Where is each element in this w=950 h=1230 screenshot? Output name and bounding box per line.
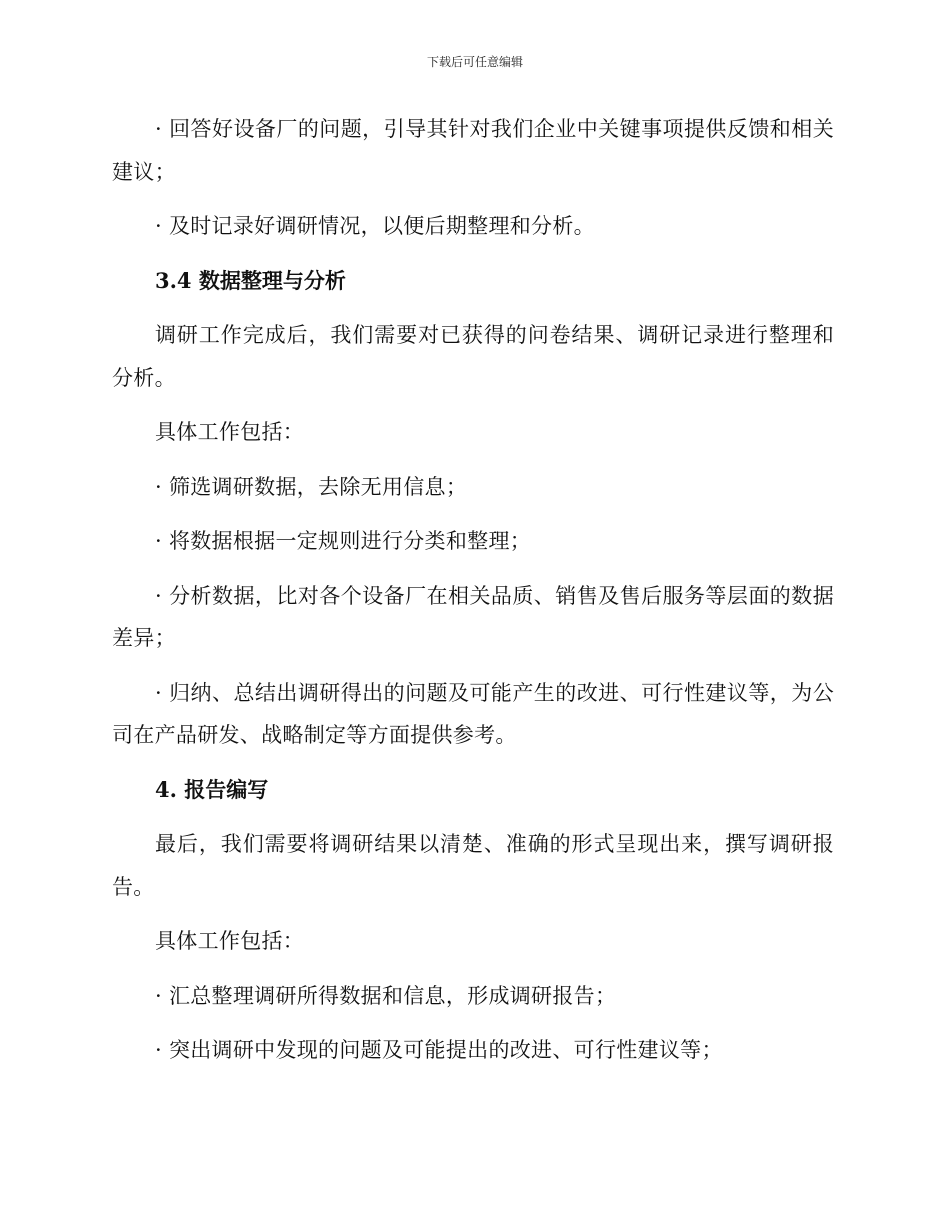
bullet-highlight-issues: · 突出调研中发现的问题及可能提出的改进、可行性建议等；: [155, 1038, 723, 1062]
bullet-compare-data: · 分析数据，比对各个设备厂在相关品质、销售及售后服务等层面的数据差异；: [112, 583, 834, 650]
document-body: [112, 108, 834, 1072]
paragraph-analysis-intro: 调研工作完成后，我们需要对已获得的问卷结果、调研记录进行整理和分析。: [112, 323, 834, 390]
bullet-answer-questions: · 回答好设备厂的问题，引导其针对我们企业中关键事项提供反馈和相关建议；: [112, 117, 834, 184]
bullet-compile-report: · 汇总整理调研所得数据和信息，形成调研报告；: [155, 983, 617, 1008]
paragraph-tasks-label: 具体工作包括：: [155, 420, 305, 444]
paragraph-report-intro: 最后，我们需要将调研结果以清楚、准确的形式呈现出来，撰写调研报告。: [112, 832, 834, 899]
bullet-classify-data: · 将数据根据一定规则进行分类和整理；: [155, 529, 532, 553]
page-header: 下载后可任意编辑: [426, 55, 523, 69]
section-heading-data-analysis: 3.4 数据整理与分析: [155, 267, 346, 293]
bullet-filter-data: · 筛选调研数据，去除无用信息；: [155, 474, 468, 499]
bullet-summarize-findings: · 归纳、总结出调研得出的问题及可能产生的改进、可行性建议等，为公司在产品研发、战略制定等方面提供参考。: [112, 680, 834, 747]
section-heading-report-writing: 4. 报告编写: [155, 776, 269, 802]
paragraph-tasks-label-2: 具体工作包括：: [155, 929, 305, 953]
bullet-record-survey: · 及时记录好调研情况，以便后期整理和分析。: [155, 214, 595, 238]
